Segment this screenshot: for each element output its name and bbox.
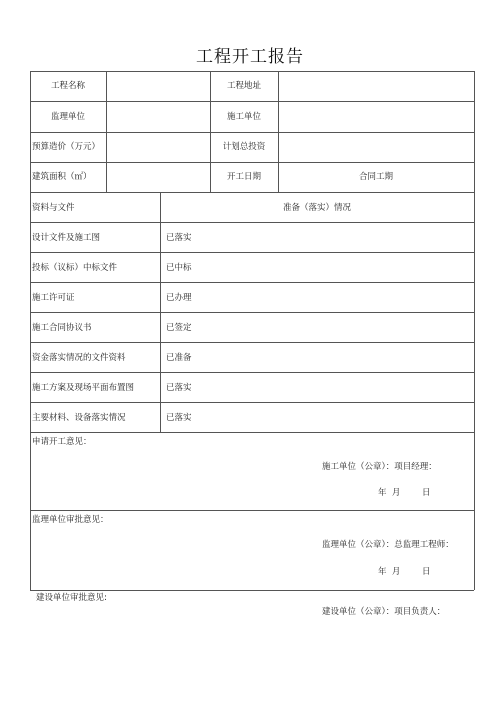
table-rule (160, 192, 161, 432)
doc-item: 施工许可证 (32, 293, 75, 303)
table-rule (474, 71, 475, 590)
docs-header-right: 准备（落实）情况 (282, 203, 351, 213)
start-date-label: 开工日期 (226, 172, 261, 182)
doc-status: 已准备 (166, 353, 192, 363)
contract-period-label: 合同工期 (358, 172, 393, 182)
table-rule (30, 101, 474, 102)
doc-status: 已落实 (166, 383, 192, 393)
table-rule (30, 432, 474, 433)
doc-item: 施工合同协议书 (32, 323, 92, 333)
table-rule (30, 590, 474, 591)
docs-header-left: 资料与文件 (32, 203, 75, 213)
project-name-label: 工程名称 (50, 81, 85, 91)
project-address-label: 工程地址 (226, 81, 261, 91)
doc-status: 已落实 (166, 413, 192, 423)
doc-item: 资金落实情况的文件资料 (32, 353, 126, 363)
apply-signature: 施工单位（公章）：项目经理： (322, 462, 437, 472)
budget-label: 预算造价（万元） (32, 142, 101, 152)
supervision-unit-label: 监理单位 (50, 112, 85, 122)
document-title: 工程开工报告 (196, 47, 304, 67)
building-area-label: 建筑面积（㎡） (32, 172, 92, 182)
doc-item: 施工方案及现场平面布置图 (32, 383, 135, 393)
table-rule (30, 510, 474, 511)
doc-item: 主要材料、设备落实情况 (32, 413, 126, 423)
table-rule (30, 71, 474, 72)
table-rule (30, 312, 474, 313)
doc-status: 已中标 (166, 263, 192, 273)
table-rule (30, 282, 474, 283)
table-rule (30, 132, 474, 133)
table-rule (106, 71, 107, 192)
table-rule (30, 192, 474, 193)
doc-status: 已签定 (166, 323, 192, 333)
table-rule (30, 252, 474, 253)
owner-signature: 建设单位（公章）：项目负责人： (322, 607, 446, 617)
doc-status: 已办理 (166, 293, 192, 303)
supervision-heading: 监理单位审批意见： (32, 515, 109, 525)
table-rule (30, 162, 474, 163)
apply-date: 年 月 日 (378, 488, 431, 498)
doc-item: 设计文件及施工图 (32, 233, 101, 243)
doc-status: 已落实 (166, 233, 192, 243)
table-rule (30, 402, 474, 403)
owner-heading: 建设单位审批意见: (36, 593, 107, 603)
table-rule (30, 222, 474, 223)
planned-investment-label: 计划总投资 (222, 142, 266, 152)
supervision-date: 年 月 日 (378, 567, 431, 577)
construction-unit-label: 施工单位 (226, 112, 261, 122)
table-rule (30, 342, 474, 343)
table-rule (30, 71, 31, 590)
doc-item: 投标（议标）中标文件 (32, 263, 118, 273)
apply-heading: 申请开工意见： (32, 437, 92, 447)
supervision-signature: 监理单位（公章）：总监理工程师： (322, 540, 454, 550)
table-rule (30, 372, 474, 373)
